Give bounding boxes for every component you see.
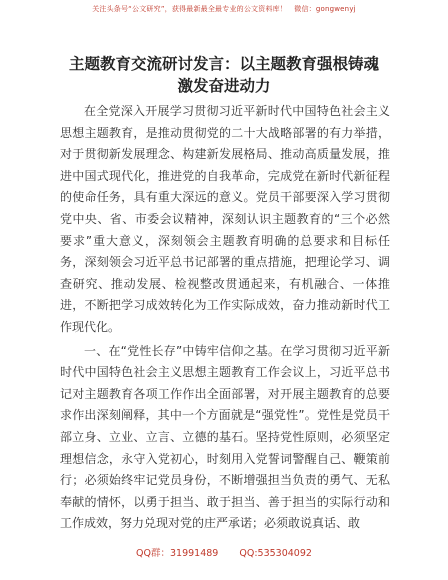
title-line-1: 主题教育交流研讨发言：以主题教育强根铸魂: [68, 54, 379, 73]
footer-contact: [0, 545, 448, 559]
qq-group-text: QQ群：31991489: [136, 548, 219, 559]
paragraph-intro: 在全党深入开展学习贯彻习近平新时代中国特色社会主义思想主题教育，是推动贯彻党的二十大战略部署的有力举措，对于贯彻新发展理念、构建新发展格局、推动高质量发展，推进中国式现代化，推进党的自我革命，完成党在新时代新征程的使命任务，具有重大深远的意义。党员干部要深入学习贯彻党中央、省、市委会议精神，深刻认识主题教育的“三个必然要求”重大意义，深刻领会主题教育明确的总要求和目标任务，深刻领会习近平总书记部署的重点措施，把理论学习、调查研究、推动发展、检视整改贯通起来，有机融合、一体推进，不断把学习成效转化为工作实际成效，奋力推动新时代工作现代化。: [60, 104, 390, 334]
promo-banner: 关注头条号“公文研究”，获得最新最全最专业的公文资料库！ 微信：gongwenyj: [92, 5, 356, 13]
paragraph-section-1: 一、在“党性长存”中铸牢信仰之基。在学习贯彻习近平新时代中国特色社会主义思想主题教育工作会议上，习近平总书记对主题教育各项工作作出全面部署，对开展主题教育的总要求作出深刻阐释，其中一个方面就是“强党性”。党性是党员干部立身、立业、立言、立德的基石。坚持党性原则，必须坚定理想信念，永守入党初心，时刻用入党誓词警醒自己、鞭策前行；必须始终牢记党员身份，不断增强担当负责的勇气、无私奉献的情怀，以勇于担当、敢于担当、善于担当的实际行动和工作成效，努力兑现对党的庄严承诺；必须敢说真话、敢: [60, 343, 390, 531]
document-body: [60, 101, 390, 537]
qq-text: QQ:535304092: [239, 548, 312, 559]
document-title: [40, 53, 408, 97]
title-line-2: 激发奋进动力: [177, 76, 271, 95]
